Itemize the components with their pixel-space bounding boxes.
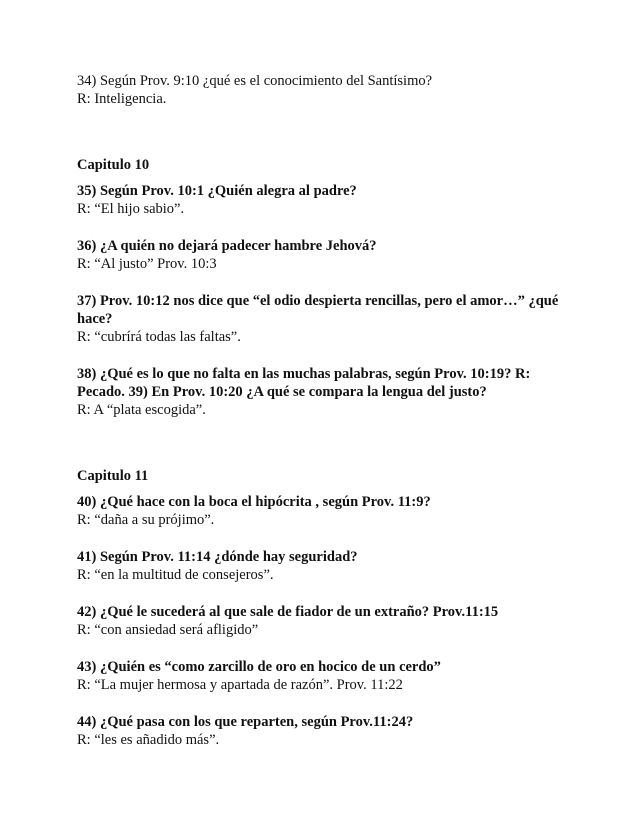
question-text: 38) ¿Qué es lo que no falta en las muchas palabras, según Prov. 10:19? R: (77, 366, 531, 382)
answer-text: R: “La mujer hermosa y apartada de razón”. Prov. 11:22 (77, 677, 403, 693)
answer-text: R: Inteligencia. (77, 91, 167, 107)
chapter-heading: Capitulo 10 (77, 157, 150, 173)
question-34 (77, 72, 577, 108)
question-38-39 (77, 365, 577, 419)
question-text: 40) ¿Qué hace con la boca el hipócrita , según Prov. 11:9? (77, 494, 431, 510)
answer-text: R: A “plata escogida”. (77, 402, 206, 418)
question-42 (77, 603, 577, 639)
answer-text: R: “les es añadido más”. (77, 732, 220, 748)
question-text: 34) Según Prov. 9:10 ¿qué es el conocimiento del Santísimo? (77, 73, 433, 89)
question-text: 37) Prov. 10:12 nos dice que “el odio despierta rencillas, pero el amor…” ¿qué (77, 293, 559, 309)
question-text: 36) ¿A quién no dejará padecer hambre Jehová? (77, 238, 377, 254)
question-text: 44) ¿Qué pasa con los que reparten, según Prov.11:24? (77, 714, 414, 730)
question-text-continued: hace? (77, 311, 113, 327)
question-35 (77, 182, 577, 218)
question-36 (77, 237, 577, 273)
question-41 (77, 548, 577, 584)
answer-text: R: “daña a su prójimo”. (77, 512, 215, 528)
question-text-continued: Pecado. 39) En Prov. 10:20 ¿A qué se compara la lengua del justo? (77, 384, 487, 400)
document-page (77, 72, 577, 749)
question-40 (77, 493, 577, 529)
question-44 (77, 713, 577, 749)
answer-text: R: “en la multitud de consejeros”. (77, 567, 274, 583)
answer-text: R: “cubrírá todas las faltas”. (77, 329, 241, 345)
question-text: 41) Según Prov. 11:14 ¿dónde hay seguridad? (77, 549, 358, 565)
answer-text: R: “con ansiedad será afligido” (77, 622, 259, 638)
chapter-heading: Capitulo 11 (77, 468, 149, 484)
question-text: 43) ¿Quién es “como zarcillo de oro en hocico de un cerdo” (77, 659, 441, 675)
answer-text: R: “El hijo sabio”. (77, 201, 185, 217)
question-text: 42) ¿Qué le sucederá al que sale de fiador de un extraño? Prov.11:15 (77, 604, 499, 620)
question-37 (77, 292, 577, 346)
question-text: 35) Según Prov. 10:1 ¿Quién alegra al padre? (77, 183, 357, 199)
answer-text: R: “Al justo” Prov. 10:3 (77, 256, 217, 272)
question-43 (77, 658, 577, 694)
